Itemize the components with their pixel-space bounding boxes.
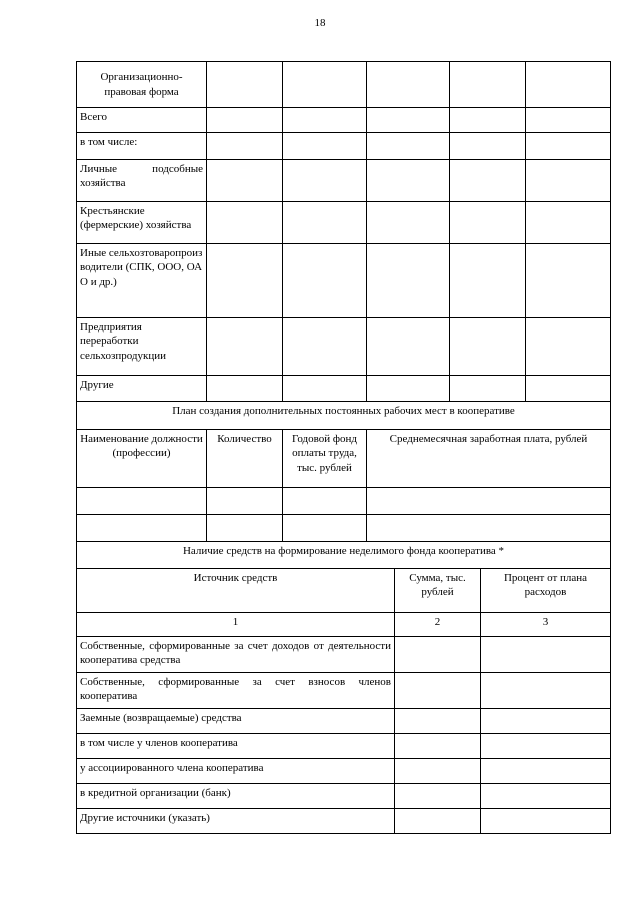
jobs-section-title: План создания дополнительных постоянных рабочих мест в кооперативе — [77, 402, 611, 430]
cooperative-form-table — [76, 61, 611, 834]
fund-row-label: Собственные, сформированные за счет взносов членов кооператива — [77, 673, 395, 709]
fund-percent-cell[interactable] — [481, 809, 611, 834]
org-cell[interactable] — [283, 202, 367, 244]
org-cell[interactable] — [526, 108, 611, 133]
jobs-col-salary: Среднемесячная заработная плата, рублей — [367, 430, 611, 488]
org-cell[interactable] — [526, 244, 611, 318]
jobs-title-row — [77, 402, 611, 430]
org-row-label: Другие — [77, 376, 207, 402]
org-cell[interactable] — [207, 202, 283, 244]
fund-row — [77, 809, 611, 834]
org-cell[interactable] — [526, 160, 611, 202]
fund-row — [77, 673, 611, 709]
org-cell[interactable] — [367, 244, 450, 318]
org-row-personal — [77, 160, 611, 202]
org-cell[interactable] — [207, 318, 283, 376]
fund-row — [77, 759, 611, 784]
jobs-col-position: Наименование должности (профессии) — [77, 430, 207, 488]
org-row-label: Предприятия переработки сельхозпродукции — [77, 318, 207, 376]
org-cell[interactable] — [526, 62, 611, 108]
fund-col-percent: Процент от плана расходов — [481, 569, 611, 613]
org-form-header: Организационно-правовая форма — [77, 62, 207, 108]
fund-percent-cell[interactable] — [481, 734, 611, 759]
org-cell[interactable] — [450, 202, 526, 244]
fund-numbers-row — [77, 613, 611, 637]
fund-row — [77, 784, 611, 809]
jobs-cell[interactable] — [77, 515, 207, 542]
jobs-cell[interactable] — [77, 488, 207, 515]
org-cell[interactable] — [450, 133, 526, 160]
org-cell[interactable] — [283, 376, 367, 402]
page-number: 18 — [314, 17, 326, 29]
fund-row-label: у ассоциированного члена кооператива — [77, 759, 395, 784]
org-cell[interactable] — [283, 108, 367, 133]
fund-col-number: 1 — [77, 613, 395, 637]
org-row-label: Иные сельхозтоваропроизводители (СПК, ООО, ОАО и др.) — [77, 244, 207, 318]
org-row-total — [77, 108, 611, 133]
org-cell[interactable] — [367, 108, 450, 133]
org-row-label: Крестьянские (фермерские) хозяйства — [77, 202, 207, 244]
org-row-label: Всего — [77, 108, 207, 133]
fund-percent-cell[interactable] — [481, 709, 611, 734]
org-cell[interactable] — [526, 133, 611, 160]
org-cell[interactable] — [450, 62, 526, 108]
org-cell[interactable] — [367, 376, 450, 402]
fund-row — [77, 709, 611, 734]
fund-sum-cell[interactable] — [395, 759, 481, 784]
fund-row-label: Заемные (возвращаемые) средства — [77, 709, 395, 734]
org-cell[interactable] — [283, 318, 367, 376]
org-row-other-producers — [77, 244, 611, 318]
jobs-cell[interactable] — [207, 488, 283, 515]
org-row-label: Личные подсобные хозяйства — [77, 160, 207, 202]
jobs-cell[interactable] — [283, 515, 367, 542]
org-cell[interactable] — [207, 62, 283, 108]
fund-percent-cell[interactable] — [481, 637, 611, 673]
org-cell[interactable] — [283, 62, 367, 108]
org-cell[interactable] — [207, 376, 283, 402]
fund-row — [77, 637, 611, 673]
fund-title-row — [77, 542, 611, 569]
fund-row-label: в кредитной организации (банк) — [77, 784, 395, 809]
org-cell[interactable] — [526, 376, 611, 402]
org-row-processing — [77, 318, 611, 376]
org-cell[interactable] — [367, 202, 450, 244]
org-cell[interactable] — [283, 244, 367, 318]
fund-row-label: Другие источники (указать) — [77, 809, 395, 834]
org-row-label: в том числе: — [77, 133, 207, 160]
fund-sum-cell[interactable] — [395, 784, 481, 809]
jobs-cell[interactable] — [207, 515, 283, 542]
org-cell[interactable] — [367, 62, 450, 108]
org-header-row — [77, 62, 611, 108]
fund-sum-cell[interactable] — [395, 673, 481, 709]
org-cell[interactable] — [526, 202, 611, 244]
fund-row-label: в том числе у членов кооператива — [77, 734, 395, 759]
fund-header-row — [77, 569, 611, 613]
jobs-row — [77, 515, 611, 542]
org-cell[interactable] — [207, 108, 283, 133]
org-row-farm — [77, 202, 611, 244]
jobs-row — [77, 488, 611, 515]
org-cell[interactable] — [450, 244, 526, 318]
org-cell[interactable] — [283, 160, 367, 202]
jobs-cell[interactable] — [367, 515, 611, 542]
org-cell[interactable] — [207, 133, 283, 160]
org-cell[interactable] — [367, 160, 450, 202]
fund-sum-cell[interactable] — [395, 637, 481, 673]
org-cell[interactable] — [367, 318, 450, 376]
fund-section-title: Наличие средств на формирование неделимого фонда кооператива * — [77, 542, 611, 569]
fund-col-number: 2 — [395, 613, 481, 637]
org-cell[interactable] — [450, 376, 526, 402]
fund-col-sum: Сумма, тыс. рублей — [395, 569, 481, 613]
org-cell[interactable] — [367, 133, 450, 160]
org-row-including — [77, 133, 611, 160]
org-cell[interactable] — [526, 318, 611, 376]
fund-sum-cell[interactable] — [395, 734, 481, 759]
jobs-cell[interactable] — [283, 488, 367, 515]
fund-row-label: Собственные, сформированные за счет доходов от деятельности кооператива средства — [77, 637, 395, 673]
jobs-col-payroll: Годовой фонд оплаты труда, тыс. рублей — [283, 430, 367, 488]
org-cell[interactable] — [450, 108, 526, 133]
org-cell[interactable] — [207, 244, 283, 318]
jobs-col-count: Количество — [207, 430, 283, 488]
org-cell[interactable] — [450, 318, 526, 376]
org-cell[interactable] — [450, 160, 526, 202]
org-row-other — [77, 376, 611, 402]
fund-percent-cell[interactable] — [481, 784, 611, 809]
fund-percent-cell[interactable] — [481, 759, 611, 784]
jobs-header-row — [77, 430, 611, 488]
org-cell[interactable] — [207, 160, 283, 202]
fund-sum-cell[interactable] — [395, 809, 481, 834]
fund-row — [77, 734, 611, 759]
fund-sum-cell[interactable] — [395, 709, 481, 734]
jobs-cell[interactable] — [367, 488, 611, 515]
fund-percent-cell[interactable] — [481, 673, 611, 709]
org-cell[interactable] — [283, 133, 367, 160]
fund-col-number: 3 — [481, 613, 611, 637]
fund-col-source: Источник средств — [77, 569, 395, 613]
